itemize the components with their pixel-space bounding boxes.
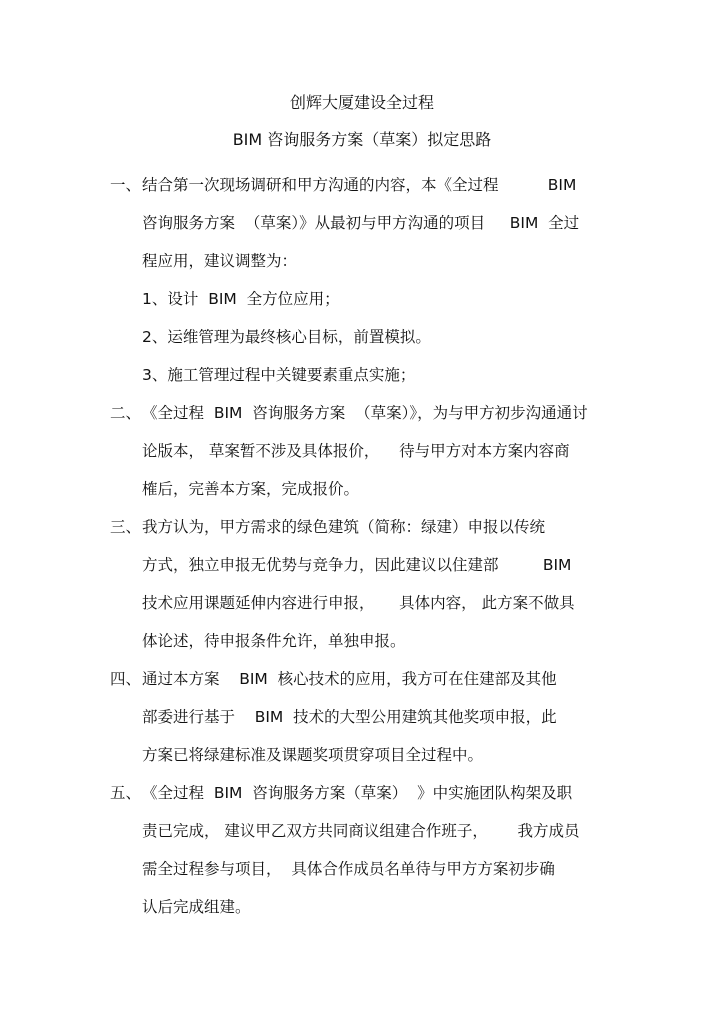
section-5-line-2: 责已完成， 建议甲乙双方共同商议组建合作班子， 我方成员 xyxy=(142,822,580,840)
section-1-line-2: 咨询服务方案 （草案）》从最初与甲方沟通的项目 BIM 全过 xyxy=(142,214,580,232)
document-subtitle: BIM 咨询服务方案（草案）拟定思路 xyxy=(232,130,492,149)
document-title: 创辉大厦建设全过程 xyxy=(289,93,434,112)
section-5-line-3: 需全过程参与项目， 具体合作成员名单待与甲方方案初步确 xyxy=(142,860,555,878)
section-4-line-3: 方案已将绿建标准及课题奖项贯穿项目全过程中。 xyxy=(142,746,484,764)
section-1-line-1: 结合第一次现场调研和甲方沟通的内容，本《全过程 BIM xyxy=(142,176,577,194)
section-1-line-3: 程应用，建议调整为： xyxy=(142,252,298,270)
section-3-line-1: 我方认为，甲方需求的绿色建筑（简称：绿建）申报以传统 xyxy=(142,518,546,536)
section-5-line-1: 《全过程 BIM 咨询服务方案（草案） 》中实施团队构架及职 xyxy=(142,784,573,802)
section-3-marker: 三、 xyxy=(110,518,142,536)
section-2-marker: 二、 xyxy=(110,404,142,422)
section-5-marker: 五、 xyxy=(110,784,142,802)
section-1-item-2: 2、运维管理为最终核心目标，前置模拟。 xyxy=(142,328,431,346)
section-2-line-1: 《全过程 BIM 咨询服务方案 （草案）》，为与甲方初步沟通通讨 xyxy=(142,404,588,422)
section-1-item-3: 3、施工管理过程中关键要素重点实施； xyxy=(142,366,416,384)
section-3-line-4: 体论述，待申报条件允许，单独申报。 xyxy=(142,632,406,650)
section-1-marker: 一、 xyxy=(110,176,142,194)
section-2-line-2: 论版本， 草案暂不涉及具体报价， 待与甲方对本方案内容商 xyxy=(142,442,570,460)
section-3-line-3: 技术应用课题延伸内容进行申报， 具体内容， 此方案不做具 xyxy=(142,594,575,612)
section-5-line-4: 认后完成组建。 xyxy=(142,898,251,916)
section-2-line-3: 榷后，完善本方案，完成报价。 xyxy=(142,480,360,498)
section-4-line-1: 通过本方案 BIM 核心技术的应用，我方可在住建部及其他 xyxy=(142,670,557,688)
section-3-line-2: 方式，独立申报无优势与竞争力，因此建议以住建部 BIM xyxy=(142,556,572,574)
section-4-marker: 四、 xyxy=(110,670,142,688)
section-1-item-1: 1、设计 BIM 全方位应用； xyxy=(142,290,340,308)
section-4-line-2: 部委进行基于 BIM 技术的大型公用建筑其他奖项申报，此 xyxy=(142,708,557,726)
